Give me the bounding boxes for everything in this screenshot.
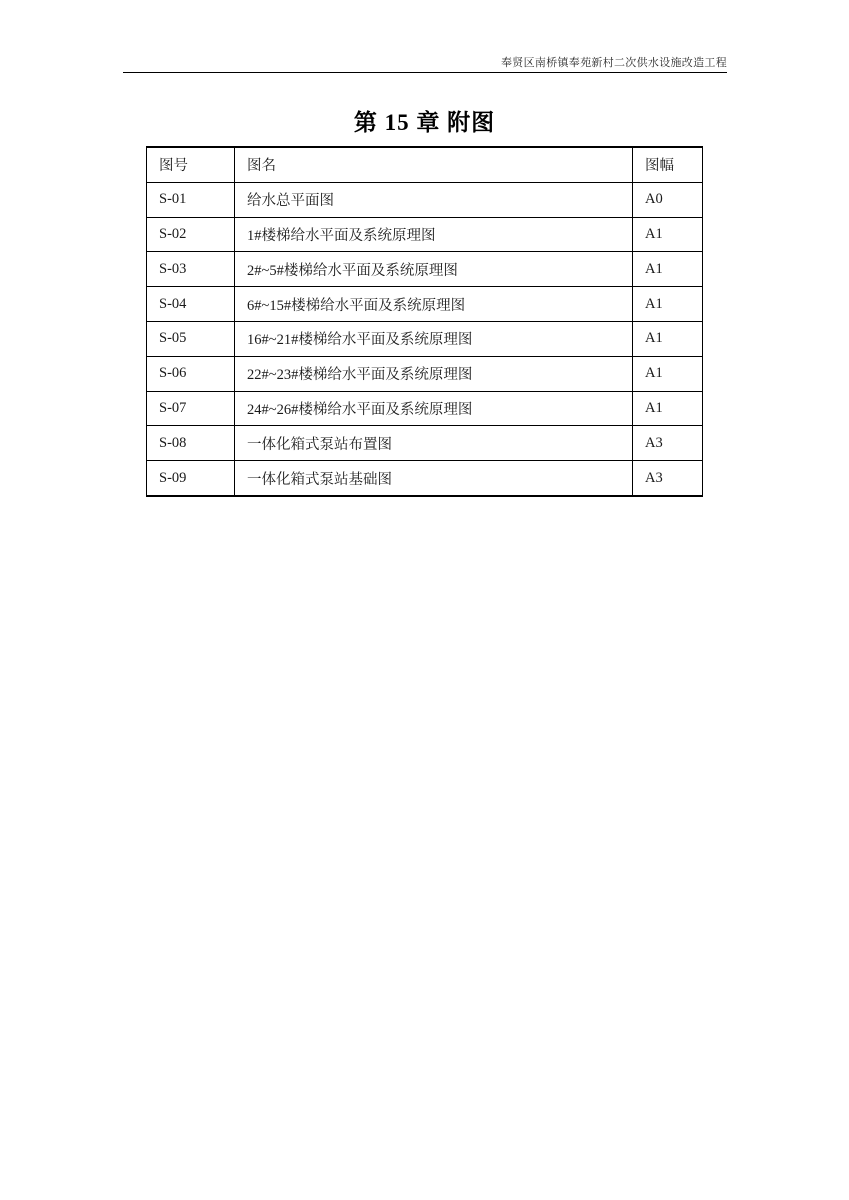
cell-drawing-name: 一体化箱式泵站布置图 bbox=[235, 426, 633, 461]
table-row bbox=[147, 356, 703, 391]
column-header-drawing-name: 图名 bbox=[235, 147, 633, 182]
table-header-row bbox=[147, 147, 703, 182]
header-rule bbox=[123, 72, 727, 73]
cell-sheet-size: A1 bbox=[633, 321, 703, 356]
chapter-title: 第 15 章 附图 bbox=[353, 110, 496, 135]
table-row bbox=[147, 252, 703, 287]
cell-drawing-name: 2#~5#楼梯给水平面及系统原理图 bbox=[235, 252, 633, 287]
cell-drawing-number: S-03 bbox=[147, 252, 235, 287]
running-header bbox=[501, 56, 727, 70]
table-row bbox=[147, 391, 703, 426]
drawing-list-table bbox=[146, 146, 703, 497]
cell-drawing-number: S-02 bbox=[147, 217, 235, 252]
table-row bbox=[147, 321, 703, 356]
column-header-drawing-number: 图号 bbox=[147, 147, 235, 182]
cell-drawing-number: S-04 bbox=[147, 287, 235, 322]
table-row bbox=[147, 426, 703, 461]
cell-drawing-name: 1#楼梯给水平面及系统原理图 bbox=[235, 217, 633, 252]
cell-drawing-number: S-01 bbox=[147, 182, 235, 217]
cell-drawing-number: S-08 bbox=[147, 426, 235, 461]
cell-sheet-size: A1 bbox=[633, 391, 703, 426]
cell-sheet-size: A3 bbox=[633, 461, 703, 496]
cell-sheet-size: A1 bbox=[633, 356, 703, 391]
running-header-text: 奉贤区南桥镇奉苑新村二次供水设施改造工程 bbox=[501, 57, 727, 69]
cell-drawing-number: S-09 bbox=[147, 461, 235, 496]
cell-drawing-name: 给水总平面图 bbox=[235, 182, 633, 217]
cell-drawing-number: S-06 bbox=[147, 356, 235, 391]
cell-drawing-number: S-05 bbox=[147, 321, 235, 356]
table-row bbox=[147, 461, 703, 496]
cell-sheet-size: A1 bbox=[633, 252, 703, 287]
cell-drawing-number: S-07 bbox=[147, 391, 235, 426]
table-row bbox=[147, 217, 703, 252]
cell-sheet-size: A0 bbox=[633, 182, 703, 217]
cell-drawing-name: 6#~15#楼梯给水平面及系统原理图 bbox=[235, 287, 633, 322]
cell-drawing-name: 16#~21#楼梯给水平面及系统原理图 bbox=[235, 321, 633, 356]
cell-drawing-name: 24#~26#楼梯给水平面及系统原理图 bbox=[235, 391, 633, 426]
cell-sheet-size: A3 bbox=[633, 426, 703, 461]
cell-drawing-name: 22#~23#楼梯给水平面及系统原理图 bbox=[235, 356, 633, 391]
table-row bbox=[147, 182, 703, 217]
column-header-sheet-size: 图幅 bbox=[633, 147, 703, 182]
table-row bbox=[147, 287, 703, 322]
cell-drawing-name: 一体化箱式泵站基础图 bbox=[235, 461, 633, 496]
cell-sheet-size: A1 bbox=[633, 287, 703, 322]
cell-sheet-size: A1 bbox=[633, 217, 703, 252]
